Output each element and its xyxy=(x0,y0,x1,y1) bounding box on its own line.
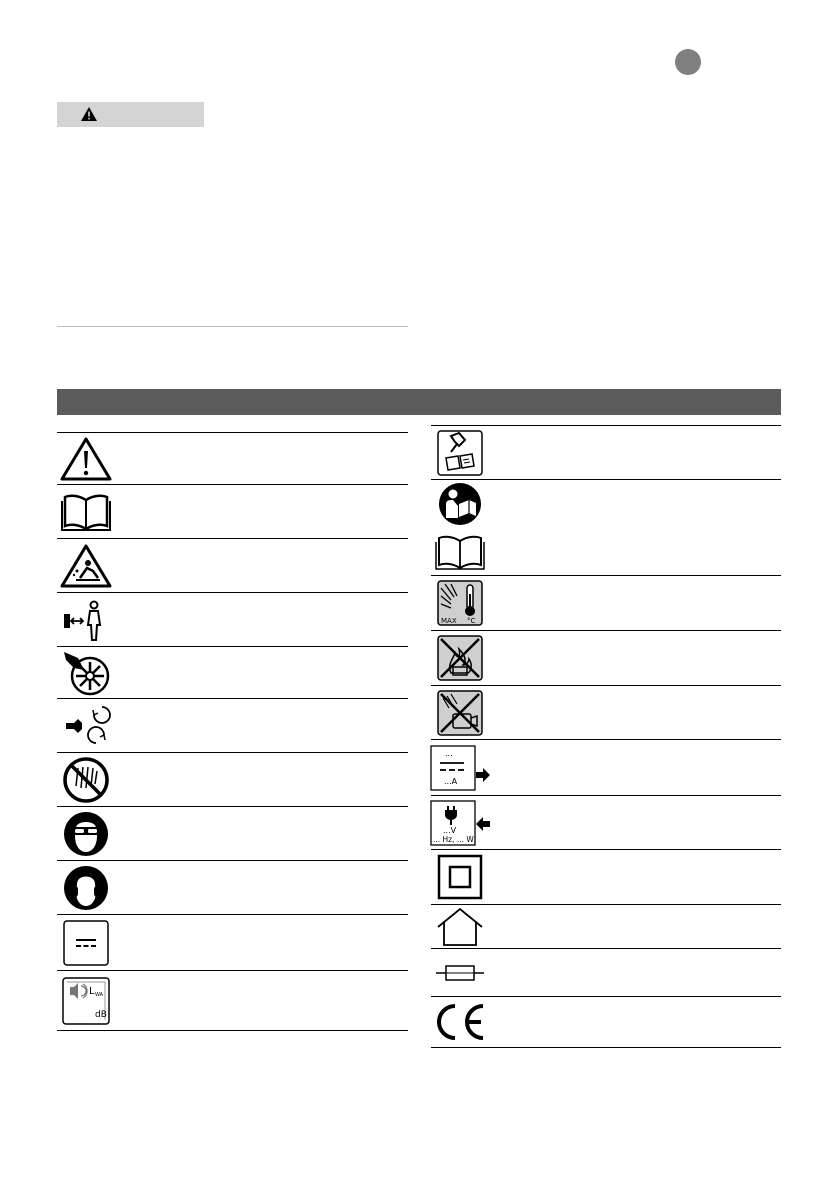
symbol-row xyxy=(57,861,408,915)
symbol-row xyxy=(57,539,408,593)
symbol-row xyxy=(431,528,781,576)
symbol-row xyxy=(57,647,408,699)
symbol-row xyxy=(57,753,408,807)
sound-power-level-icon xyxy=(62,977,110,1025)
max-label: MAX xyxy=(441,617,457,625)
symbol-row xyxy=(57,971,408,1031)
direct-current-icon xyxy=(63,920,109,966)
symbol-row xyxy=(431,426,781,480)
input-volts-label: ...V xyxy=(443,825,457,835)
output-current-icon xyxy=(428,744,492,792)
symbol-row xyxy=(57,433,408,485)
indoor-use-icon xyxy=(436,907,484,947)
symbol-table-left xyxy=(57,432,408,1031)
input-hz-watts-label: ... Hz, ... W xyxy=(433,834,474,844)
warning-triangle-icon xyxy=(81,107,97,121)
ce-mark-icon xyxy=(431,1002,489,1042)
symbol-row xyxy=(431,631,781,686)
keep-distance-icon xyxy=(60,598,112,642)
open-book-icon xyxy=(434,533,486,571)
thrown-objects-warning-icon xyxy=(60,544,112,588)
symbol-row xyxy=(431,796,781,850)
section-divider xyxy=(57,326,408,327)
symbol-table-right xyxy=(431,425,781,1048)
symbol-row xyxy=(431,905,781,949)
no-water-battery-icon xyxy=(437,690,483,736)
symbol-row xyxy=(57,699,408,753)
symbol-row xyxy=(431,740,781,796)
no-rain-icon xyxy=(62,756,110,804)
battery-charger-manual-icon xyxy=(437,430,483,476)
symbol-row xyxy=(431,949,781,997)
no-fire-icon xyxy=(437,635,483,681)
symbol-row xyxy=(57,807,408,861)
sound-lwa-subscript: WA xyxy=(95,991,104,998)
warning-heading-bar xyxy=(57,102,204,127)
rotating-blade-hand-icon xyxy=(60,650,112,696)
unplug-wait-rotation-icon xyxy=(60,703,112,749)
symbol-row xyxy=(431,576,781,631)
symbol-row xyxy=(431,480,781,528)
fuse-icon xyxy=(436,963,484,983)
read-instructions-icon xyxy=(438,482,482,526)
output-top-label: ... xyxy=(445,748,453,758)
symbol-row xyxy=(57,593,408,647)
warning-triangle-icon xyxy=(60,437,112,481)
symbol-row xyxy=(431,686,781,740)
symbols-section-header xyxy=(57,389,781,415)
double-insulation-icon xyxy=(437,854,483,900)
celsius-label: °C xyxy=(467,617,476,625)
max-temperature-icon xyxy=(437,580,483,626)
page-number-badge xyxy=(675,49,701,75)
input-power-icon xyxy=(428,799,492,847)
output-amp-label: ...A xyxy=(444,776,458,786)
symbol-row xyxy=(57,915,408,971)
sound-db-label: dB xyxy=(95,1009,107,1020)
symbol-row xyxy=(57,485,408,539)
eye-protection-icon xyxy=(62,810,110,858)
sound-lwa-label: L xyxy=(89,985,95,997)
ear-protection-icon xyxy=(62,864,110,912)
symbol-row xyxy=(431,997,781,1048)
symbol-row xyxy=(431,850,781,905)
read-manual-book-icon xyxy=(60,492,112,532)
